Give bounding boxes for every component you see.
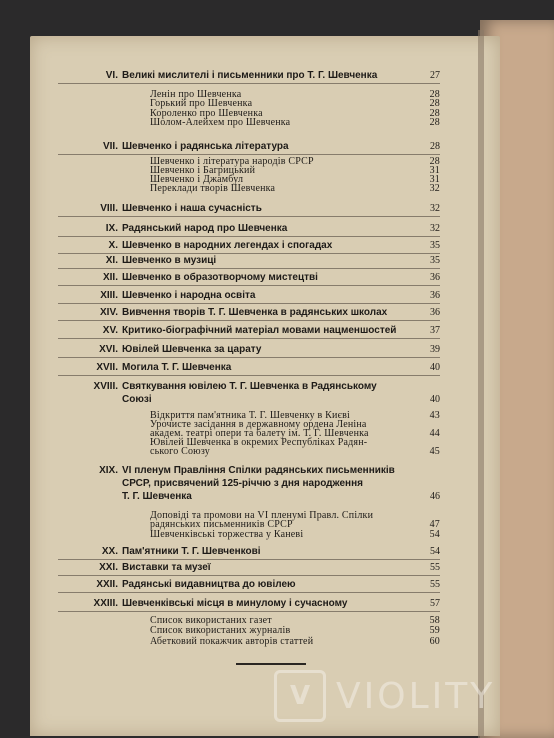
toc-page-number: 60 xyxy=(429,636,440,647)
toc-entry xyxy=(60,255,440,266)
toc-entry-title: Список використаних газет xyxy=(150,615,272,626)
toc-entry xyxy=(60,579,440,590)
toc-page-number: 36 xyxy=(430,307,440,318)
toc-entry-title: СРСР, присвячений 125-річчю з дня народження xyxy=(122,478,363,489)
toc-entry-title: Урочисте засідання в державному ордена Леніна xyxy=(150,419,367,430)
toc-entry-number: XX. xyxy=(101,546,118,557)
toc-separator-rule xyxy=(58,611,440,612)
toc-entry xyxy=(60,70,440,81)
toc-entry-title: Короленко про Шевченка xyxy=(150,108,263,119)
toc-page-number: 28 xyxy=(429,117,440,128)
toc-entry-number: VII. xyxy=(102,141,118,152)
toc-entry xyxy=(60,465,440,476)
toc-entry-title: Шевченко в народних легендах і спогадах xyxy=(122,240,333,251)
toc-entry xyxy=(60,203,440,214)
violity-logo: V xyxy=(274,670,326,722)
toc-entry-title: Список використаних журналів xyxy=(150,625,291,636)
toc-entry-title: ського Союзу xyxy=(150,446,210,457)
toc-page-number: 37 xyxy=(430,325,440,336)
toc-entry-title: Ювілей Шевченка за царату xyxy=(122,344,262,355)
toc-entry-title: Переклади творів Шевченка xyxy=(150,183,276,194)
toc-entry-number: XIII. xyxy=(100,290,118,301)
toc-entry-title: академ. театрі опери та балету ім. Т. Г. Шевченка xyxy=(150,428,369,439)
toc-separator-rule xyxy=(58,592,440,593)
toc-page-number: 32 xyxy=(429,183,440,194)
toc-page-number: 36 xyxy=(430,272,440,283)
toc-page-number: 28 xyxy=(429,108,440,119)
toc-entry-number: VI. xyxy=(105,70,118,81)
toc-page-number: 55 xyxy=(430,562,440,573)
toc-entry-title: Радянські видавництва до ювілею xyxy=(122,579,296,590)
violity-watermark xyxy=(274,668,536,724)
toc-entry-title: Шолом-Алейхем про Шевченка xyxy=(150,117,291,128)
toc-entry xyxy=(60,381,440,392)
toc-page-number: 31 xyxy=(429,165,440,176)
toc-page-number: 28 xyxy=(429,156,440,167)
toc-entry-title: Вивчення творів Т. Г. Шевченка в радянських школах xyxy=(122,307,388,318)
toc-page-number: 32 xyxy=(430,203,440,214)
toc-entry-number: XI. xyxy=(105,255,118,266)
toc-entry xyxy=(60,290,440,301)
toc-page-number: 28 xyxy=(429,89,440,100)
toc-entry-number: XVI. xyxy=(99,344,118,355)
toc-separator-rule xyxy=(58,320,440,321)
toc-page-number: 39 xyxy=(430,344,440,355)
toc-entry-number: XIX. xyxy=(99,465,118,476)
toc-subentry xyxy=(150,183,440,194)
toc-entry-title: Критико-біографічний матеріал мовами нацменшостей xyxy=(122,325,397,336)
toc-entry-title: Ювілей Шевченка в окремих Республіках Радян- xyxy=(150,437,368,448)
toc-separator-rule xyxy=(58,253,440,254)
toc-entry xyxy=(60,141,440,152)
toc-subentry xyxy=(150,529,440,540)
toc-entry-title: Т. Г. Шевченка xyxy=(122,491,192,502)
toc-entry-title: Шевченківські місця в минулому і сучасному xyxy=(122,598,348,609)
toc-separator-rule xyxy=(58,216,440,217)
toc-entry-title: Доповіді та промови на VI пленумі Правл. Спілки xyxy=(150,510,374,521)
toc-separator-rule xyxy=(58,285,440,286)
toc-entry xyxy=(60,240,440,251)
toc-separator-rule xyxy=(58,154,440,155)
toc-page-number: 28 xyxy=(429,98,440,109)
toc-entry-title: Могила Т. Г. Шевченка xyxy=(122,362,232,373)
toc-page-number: 40 xyxy=(430,394,440,405)
toc-separator-rule xyxy=(58,303,440,304)
toc-entry xyxy=(60,546,440,557)
toc-entry-number: XVII. xyxy=(96,362,118,373)
toc-entry-number: XV. xyxy=(102,325,118,336)
toc-page-number: 35 xyxy=(430,255,440,266)
toc-entry-title: Шевченко і наша сучасність xyxy=(122,203,262,214)
toc-page-number: 59 xyxy=(429,625,440,636)
toc-page-number: 47 xyxy=(429,519,440,530)
toc-entry-title: Відкриття пам'ятника Т. Г. Шевченку в Києві xyxy=(150,410,350,421)
toc-entry-number: VIII. xyxy=(100,203,118,214)
toc-entry-title: Шевченко і радянська література xyxy=(122,141,289,152)
toc-entry xyxy=(122,491,440,502)
toc-entry-number: X. xyxy=(108,240,118,251)
toc-separator-rule xyxy=(58,375,440,376)
toc-page-number: 32 xyxy=(430,223,440,234)
toc-entry-number: XXIII. xyxy=(93,598,118,609)
toc-entry-title: радянських письменників СРСР xyxy=(150,519,293,530)
toc-entry-title: Шевченко в музиці xyxy=(122,255,217,266)
toc-page-number: 40 xyxy=(430,362,440,373)
toc-subentry xyxy=(150,117,440,128)
toc-page-number: 45 xyxy=(429,446,440,457)
end-rule xyxy=(236,663,306,665)
toc-page-number: 54 xyxy=(429,529,440,540)
toc-entry-title: Шевченко і народна освіта xyxy=(122,290,256,301)
toc-entry xyxy=(60,562,440,573)
toc-page-number: 55 xyxy=(430,579,440,590)
toc-entry-title: Шевченко і Багрицький xyxy=(150,165,256,176)
toc-entry xyxy=(60,362,440,373)
toc-entry-title: Союзі xyxy=(122,394,152,405)
toc-separator-rule xyxy=(58,575,440,576)
toc-page-number: 28 xyxy=(430,141,440,152)
toc-entry-title: Ленін про Шевченка xyxy=(150,89,242,100)
toc-page-number: 43 xyxy=(429,410,440,421)
toc-entry-title: Виставки та музеї xyxy=(122,562,211,573)
toc-entry-number: XIV. xyxy=(100,307,118,318)
toc-entry-title: Шевченко і література народів СРСР xyxy=(150,156,314,167)
toc-entry xyxy=(60,598,440,609)
toc-entry xyxy=(122,478,440,489)
toc-separator-rule xyxy=(58,357,440,358)
toc-entry-title: Пам'ятники Т. Г. Шевченкові xyxy=(122,546,261,557)
toc-page-number: 27 xyxy=(430,70,440,81)
toc-entry-number: XVIII. xyxy=(93,381,118,392)
toc-entry-title: Шевченківські торжества у Каневі xyxy=(150,529,304,540)
toc-entry xyxy=(60,325,440,336)
toc-entry-title: Шевченко в образотворчому мистецтві xyxy=(122,272,318,283)
toc-entry-title: Шевченко і Джамбул xyxy=(150,174,244,185)
toc-page-number: 58 xyxy=(429,615,440,626)
toc-separator-rule xyxy=(58,268,440,269)
toc-subentry xyxy=(150,446,440,457)
toc-entry xyxy=(60,272,440,283)
toc-separator-rule xyxy=(58,236,440,237)
toc-subentry xyxy=(150,625,440,636)
toc-entry-title: Великі мислителі і письменники про Т. Г. Шевченка xyxy=(122,70,378,81)
toc-page-number: 44 xyxy=(429,428,440,439)
toc-page-number: 31 xyxy=(429,174,440,185)
toc-entry-number: XXI. xyxy=(99,562,118,573)
toc-entry xyxy=(60,223,440,234)
toc-page-number: 46 xyxy=(430,491,440,502)
toc-entry-number: XII. xyxy=(102,272,118,283)
toc-page-number: 36 xyxy=(430,290,440,301)
toc-entry xyxy=(60,307,440,318)
toc-entry-title: Радянський народ про Шевченка xyxy=(122,223,288,234)
toc-entry-number: XXII. xyxy=(96,579,118,590)
toc-entry-title: Абетковий покажчик авторів статтей xyxy=(150,636,314,647)
violity-watermark-text: VIOLITY xyxy=(336,675,496,717)
toc-entry-title: VI пленум Правління Спілки радянських письменників xyxy=(122,465,395,476)
toc-entry-number: IX. xyxy=(105,223,118,234)
toc-separator-rule xyxy=(58,338,440,339)
toc-entry xyxy=(60,344,440,355)
toc-subentry xyxy=(150,636,440,647)
toc-page-number: 57 xyxy=(430,598,440,609)
toc-entry-title: Горький про Шевченка xyxy=(150,98,253,109)
toc-separator-rule xyxy=(58,559,440,560)
toc-page-number: 54 xyxy=(430,546,440,557)
toc-separator-rule xyxy=(58,83,440,84)
toc-page-number: 35 xyxy=(430,240,440,251)
toc-entry xyxy=(122,394,440,405)
toc-entry-title: Святкування ювілею Т. Г. Шевченка в Радянському xyxy=(122,381,377,392)
